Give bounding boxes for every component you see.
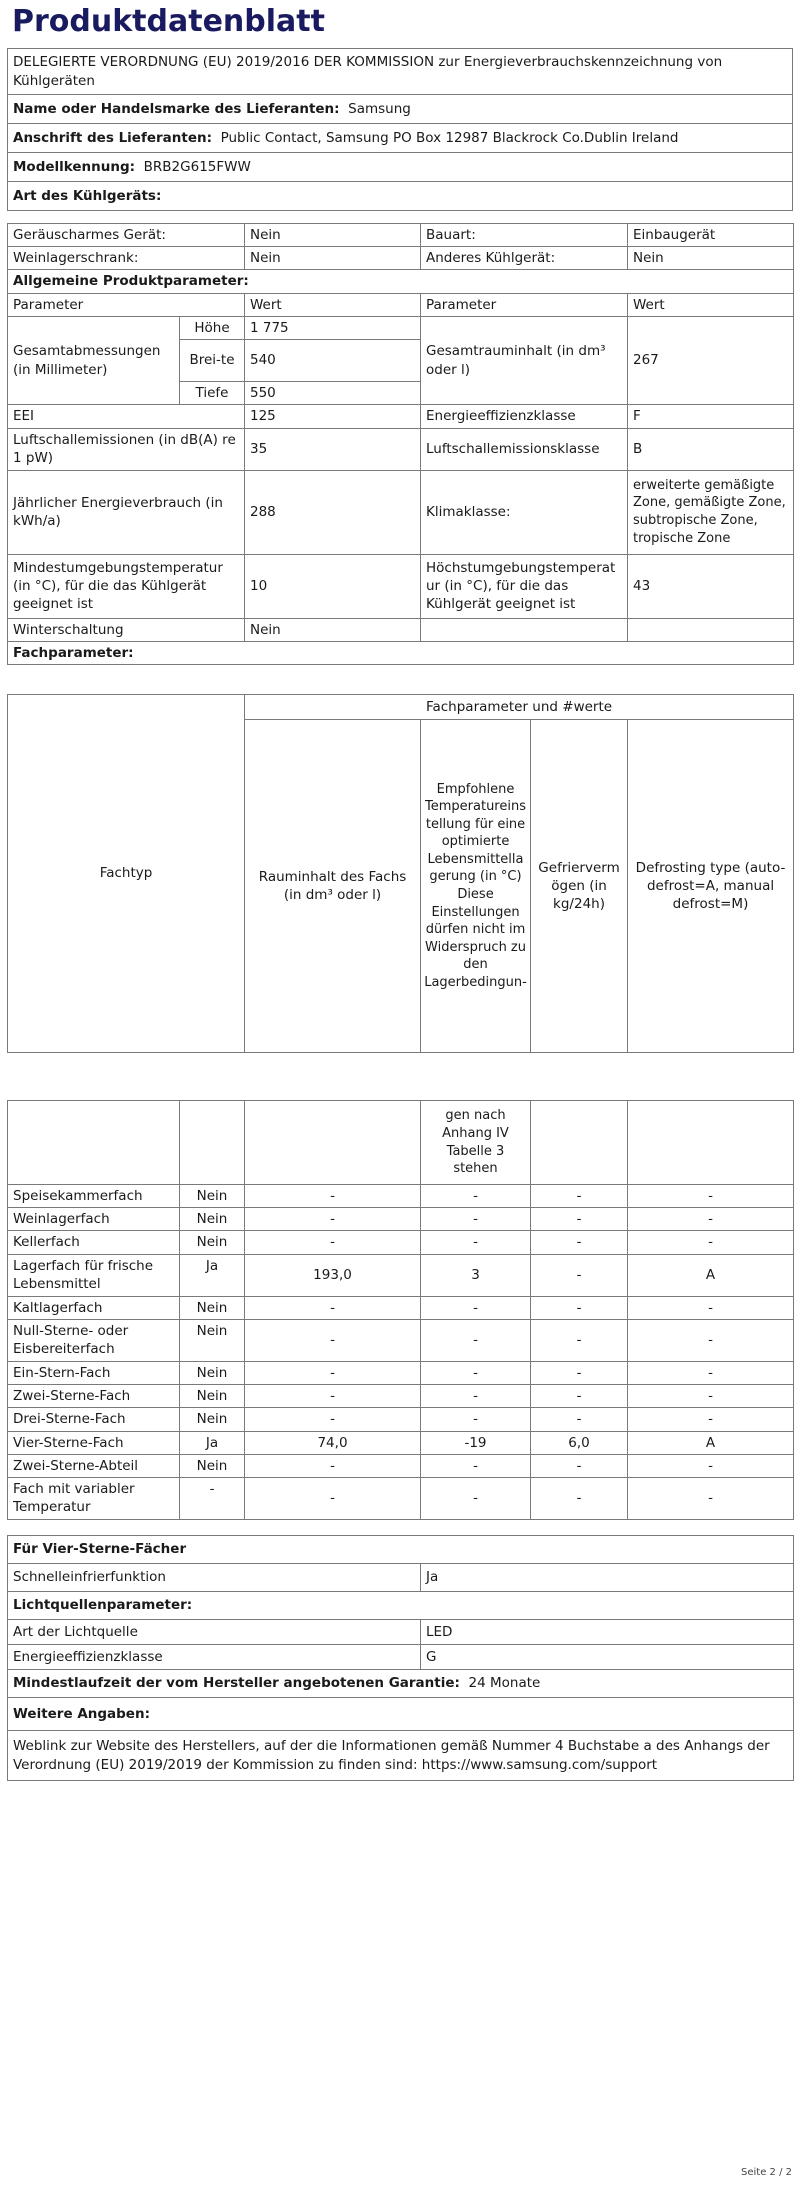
compartment-row: [8, 1254, 794, 1296]
warranty-label: Mindestlaufzeit der vom Hersteller angebotenen Garantie:: [13, 1675, 460, 1692]
col-type: Fachtyp: [8, 695, 245, 1053]
cont-empty-3: [245, 1101, 421, 1185]
compartment-temp: -: [421, 1231, 531, 1254]
compartment-freeze: -: [531, 1408, 628, 1431]
quick-value: Ja: [421, 1564, 794, 1592]
compartment-present: Ja: [180, 1431, 245, 1454]
min-temp-label: Mindestumgebungstemperatur (in °C), für die das Kühlgerät geeignet ist: [8, 554, 245, 618]
compartment-name: Speisekammerfach: [8, 1185, 180, 1208]
wine-label: Weinlagerschrank:: [8, 247, 245, 270]
compartment-volume: -: [245, 1361, 421, 1384]
compartment-defrost: -: [628, 1296, 794, 1319]
general-heading: Allgemeine Produktparameter:: [8, 270, 794, 293]
compartment-volume: -: [245, 1454, 421, 1477]
compartments-heading: Fachparameter:: [8, 641, 794, 664]
compartment-freeze: -: [531, 1361, 628, 1384]
compartment-row: [8, 1408, 794, 1431]
compartment-freeze: -: [531, 1454, 628, 1477]
col-defrost: Defrosting type (auto-defrost=A, manual defrost=M): [628, 720, 794, 1053]
compartment-rows: [8, 1185, 794, 1520]
compartment-row: [8, 1208, 794, 1231]
max-temp-value: 43: [628, 554, 794, 618]
climate-value: erweiterte gemäßigte Zone, gemäßigte Zone, subtropische Zone, tropische Zone: [628, 470, 794, 554]
compartment-defrost: A: [628, 1254, 794, 1296]
warranty-row: [8, 1670, 794, 1698]
header-table: [7, 48, 793, 211]
max-temp-label: Höchstumgebungstemperatur (in °C), für die das Kühlgerät geeignet ist: [421, 554, 628, 618]
compartment-freeze: 6,0: [531, 1431, 628, 1454]
compartment-volume: -: [245, 1385, 421, 1408]
col-temp-cont: gen nach Anhang IV Tabelle 3 stehen: [421, 1101, 531, 1185]
compartment-freeze: -: [531, 1319, 628, 1361]
compartment-freeze: -: [531, 1385, 628, 1408]
address-label: Anschrift des Lieferanten:: [13, 129, 212, 146]
eei-label: EEI: [8, 405, 245, 428]
height-label: Höhe: [180, 316, 245, 339]
model-value: BRB2G615FWW: [143, 158, 251, 175]
compartment-name: Fach mit variabler Temperatur: [8, 1477, 180, 1519]
compartment-row: [8, 1185, 794, 1208]
four-star-heading: Für Vier-Sterne-Fächer: [8, 1536, 794, 1564]
cont-empty-4: [531, 1101, 628, 1185]
compartment-volume: -: [245, 1477, 421, 1519]
winter-empty-2: [628, 618, 794, 641]
wine-value: Nein: [245, 247, 421, 270]
col-param: Parameter: [8, 293, 245, 316]
col-temp: Empfohlene Temperatureinstellung für eine optimierte Lebensmittellagerung (in °C) Diese Einstellungen dürfen nicht im Widerspruch zu den Lagerbedingun-: [421, 720, 531, 1053]
compartment-volume: -: [245, 1231, 421, 1254]
compartment-temp: 3: [421, 1254, 531, 1296]
build-label: Bauart:: [421, 224, 628, 247]
quick-label: Schnelleinfrierfunktion: [8, 1564, 421, 1592]
compartment-temp: -19: [421, 1431, 531, 1454]
compartment-volume: -: [245, 1408, 421, 1431]
compartment-present: Ja: [180, 1254, 245, 1296]
page-title: Produktdatenblatt: [12, 4, 325, 39]
group-header: Fachparameter und #werte: [245, 695, 794, 720]
compartment-defrost: -: [628, 1454, 794, 1477]
cont-empty-1: [8, 1101, 180, 1185]
other-value: Nein: [628, 247, 794, 270]
volume-value: 267: [628, 316, 794, 404]
light-class-label: Energieeffizienzklasse: [8, 1645, 421, 1670]
min-temp-value: 10: [245, 554, 421, 618]
compartment-volume: -: [245, 1296, 421, 1319]
compartment-defrost: -: [628, 1319, 794, 1361]
quiet-label: Geräuscharmes Gerät:: [8, 224, 245, 247]
compartment-freeze: -: [531, 1231, 628, 1254]
compartment-header-table: [7, 694, 794, 1053]
winter-empty-1: [421, 618, 628, 641]
compartment-name: Kellerfach: [8, 1231, 180, 1254]
col-value: Wert: [245, 293, 421, 316]
compartment-defrost: -: [628, 1477, 794, 1519]
warranty-value: 24 Monate: [468, 1675, 541, 1692]
compartment-present: Nein: [180, 1231, 245, 1254]
address-value: Public Contact, Samsung PO Box 12987 Blackrock Co.Dublin Ireland: [220, 129, 679, 146]
compartment-row: [8, 1385, 794, 1408]
eei-value: 125: [245, 405, 421, 428]
compartment-table: [7, 1100, 794, 1520]
compartment-freeze: -: [531, 1208, 628, 1231]
light-heading: Lichtquellenparameter:: [8, 1592, 794, 1620]
supplier-label: Name oder Handelsmarke des Lieferanten:: [13, 100, 340, 117]
compartment-volume: 193,0: [245, 1254, 421, 1296]
col-freeze: Gefriervermögen (in kg/24h): [531, 720, 628, 1053]
compartment-present: Nein: [180, 1361, 245, 1384]
compartment-defrost: -: [628, 1408, 794, 1431]
cont-empty-2: [180, 1101, 245, 1185]
compartment-temp: -: [421, 1185, 531, 1208]
compartment-temp: -: [421, 1296, 531, 1319]
compartment-present: Nein: [180, 1208, 245, 1231]
compartment-name: Weinlagerfach: [8, 1208, 180, 1231]
compartment-defrost: -: [628, 1361, 794, 1384]
compartment-freeze: -: [531, 1477, 628, 1519]
compartment-name: Zwei-Sterne-Abteil: [8, 1454, 180, 1477]
supplier-value: Samsung: [348, 100, 411, 117]
compartment-present: Nein: [180, 1319, 245, 1361]
compartment-row: [8, 1319, 794, 1361]
compartment-present: Nein: [180, 1408, 245, 1431]
type-heading: Art des Kühlgeräts:: [8, 182, 793, 211]
eclass-label: Energieeffizienzklasse: [421, 405, 628, 428]
more-text: Weblink zur Website des Herstellers, auf der die Informationen gemäß Nummer 4 Buchstabe a des Anhangs der Verordnung (EU) 2019/2019 der Kommission zu finden sind: https://www.samsung.com/support: [8, 1731, 794, 1781]
compartment-name: Ein-Stern-Fach: [8, 1361, 180, 1384]
compartment-name: Null-Sterne- oder Eisbereiterfach: [8, 1319, 180, 1361]
light-type-value: LED: [421, 1620, 794, 1645]
compartment-present: Nein: [180, 1185, 245, 1208]
build-value: Einbaugerät: [628, 224, 794, 247]
compartment-name: Kaltlagerfach: [8, 1296, 180, 1319]
compartment-temp: -: [421, 1454, 531, 1477]
light-class-value: G: [421, 1645, 794, 1670]
compartment-present: Nein: [180, 1454, 245, 1477]
regulation-text: DELEGIERTE VERORDNUNG (EU) 2019/2016 DER KOMMISSION zur Energieverbrauchskennzeichnung von Kühlgeräten: [8, 49, 793, 95]
depth-value: 550: [245, 382, 421, 405]
compartment-present: -: [180, 1477, 245, 1519]
page-footer: Seite 2 / 2: [741, 2166, 792, 2178]
col-volume: Rauminhalt des Fachs (in dm³ oder l): [245, 720, 421, 1053]
compartment-present: Nein: [180, 1385, 245, 1408]
noise-value: 35: [245, 428, 421, 470]
compartment-defrost: -: [628, 1185, 794, 1208]
compartment-row: [8, 1296, 794, 1319]
width-value: 540: [245, 340, 421, 382]
compartment-freeze: -: [531, 1254, 628, 1296]
compartment-volume: -: [245, 1208, 421, 1231]
compartment-row: [8, 1431, 794, 1454]
col-param2: Parameter: [421, 293, 628, 316]
climate-label: Klimaklasse:: [421, 470, 628, 554]
compartment-defrost: -: [628, 1208, 794, 1231]
height-value: 1 775: [245, 316, 421, 339]
compartment-freeze: -: [531, 1296, 628, 1319]
compartment-present: Nein: [180, 1296, 245, 1319]
energy-value: 288: [245, 470, 421, 554]
compartment-temp: -: [421, 1385, 531, 1408]
compartment-temp: -: [421, 1208, 531, 1231]
light-type-label: Art der Lichtquelle: [8, 1620, 421, 1645]
model-label: Modellkennung:: [13, 158, 136, 175]
compartment-volume: 74,0: [245, 1431, 421, 1454]
compartment-defrost: -: [628, 1385, 794, 1408]
compartment-row: [8, 1454, 794, 1477]
noise-class-value: B: [628, 428, 794, 470]
width-label: Brei-te: [180, 340, 245, 382]
depth-label: Tiefe: [180, 382, 245, 405]
compartment-temp: -: [421, 1319, 531, 1361]
compartment-temp: -: [421, 1361, 531, 1384]
more-heading: Weitere Angaben:: [8, 1698, 794, 1731]
compartment-temp: -: [421, 1408, 531, 1431]
eclass-value: F: [628, 405, 794, 428]
compartment-defrost: -: [628, 1231, 794, 1254]
compartment-name: Lagerfach für frische Lebensmittel: [8, 1254, 180, 1296]
winter-label: Winterschaltung: [8, 618, 245, 641]
compartment-name: Drei-Sterne-Fach: [8, 1408, 180, 1431]
compartment-row: [8, 1361, 794, 1384]
final-table: [7, 1535, 794, 1781]
cont-empty-5: [628, 1101, 794, 1185]
other-label: Anderes Kühlgerät:: [421, 247, 628, 270]
dims-label: Gesamtabmessungen (in Millimeter): [8, 316, 180, 404]
address-row: [8, 124, 793, 153]
quiet-value: Nein: [245, 224, 421, 247]
compartment-name: Zwei-Sterne-Fach: [8, 1385, 180, 1408]
model-row: [8, 153, 793, 182]
compartment-defrost: A: [628, 1431, 794, 1454]
energy-label: Jährlicher Energieverbrauch (in kWh/a): [8, 470, 245, 554]
noise-class-label: Luftschallemissionsklasse: [421, 428, 628, 470]
compartment-volume: -: [245, 1319, 421, 1361]
compartment-row: [8, 1231, 794, 1254]
supplier-row: [8, 95, 793, 124]
winter-value: Nein: [245, 618, 421, 641]
compartment-name: Vier-Sterne-Fach: [8, 1431, 180, 1454]
compartment-row: [8, 1477, 794, 1519]
general-table: [7, 223, 794, 665]
compartment-temp: -: [421, 1477, 531, 1519]
noise-label: Luftschallemissionen (in dB(A) re 1 pW): [8, 428, 245, 470]
volume-label: Gesamtrauminhalt (in dm³ oder l): [421, 316, 628, 404]
compartment-volume: -: [245, 1185, 421, 1208]
col-value2: Wert: [628, 293, 794, 316]
compartment-freeze: -: [531, 1185, 628, 1208]
